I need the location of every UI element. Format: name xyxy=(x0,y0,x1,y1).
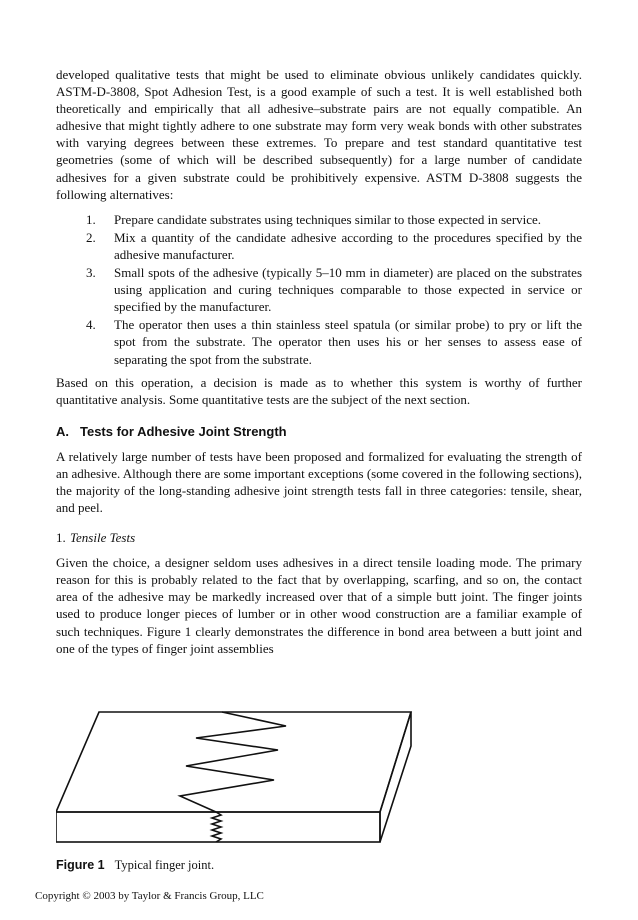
list-item-text: Mix a quantity of the candidate adhesive according to the procedures specified by the adhesive manufacturer. xyxy=(114,229,582,262)
list-item xyxy=(56,211,582,228)
list-item-number: 3. xyxy=(86,265,96,281)
list-item xyxy=(56,229,582,263)
list-item xyxy=(56,264,582,315)
list-item xyxy=(56,316,582,367)
section-title: Tests for Adhesive Joint Strength xyxy=(80,423,287,439)
board-side-face xyxy=(380,712,411,842)
page-body xyxy=(56,66,582,657)
alternatives-list xyxy=(56,211,582,368)
intro-paragraph: developed qualitative tests that might be used to eliminate obvious unlikely candidates quickly. ASTM-D-3808, Spot Adhesion Test, is a good example of such a test. It is well established both theoretically and empirically that all adhesive–substrate pairs are not equally compatible. An adhesive that might tightly adhere to one substrate may form very weak bonds with other substrates with varying degrees between these extremes. To prepare and test standard quantitative test geometries (some of which will be described subsequently) for a large number of candidate adhesives for a given substrate could be prohibitively expensive. ASTM D-3808 suggests the following alternatives: xyxy=(56,67,582,202)
section-heading xyxy=(56,423,582,440)
subsection-number: 1. xyxy=(56,530,66,546)
list-item-number: 4. xyxy=(86,317,96,333)
finger-joint-illustration xyxy=(56,700,582,850)
list-item-text: Small spots of the adhesive (typically 5–10 mm in diameter) are placed on the substrates using application and curing techniques comparable to those expected in service or specified by the manufacturer. xyxy=(114,265,582,315)
list-item-text: The operator then uses a thin stainless steel spatula (or similar probe) to pry or lift the spot from the substrate. The operator then uses his or her senses to assess ease of separating the spot from the substrate. xyxy=(114,317,582,367)
finger-joint-end-profile xyxy=(212,812,221,842)
list-item-text: Prepare candidate substrates using techniques similar to those expected in service. xyxy=(114,211,542,227)
copyright-notice: Copyright © 2003 by Taylor & Francis Group, LLC xyxy=(35,890,264,902)
subsection-paragraph: Given the choice, a designer seldom uses adhesives in a direct tensile loading mode. The primary reason for this is probably related to the fact that by overlapping, scarfing, and so on, the contact area of the adhesive may be markedly increased over that of a simple butt joint. The finger joints used to produce longer pieces of lumber or in other wood construction are a familiar example of such techniques. Figure 1 clearly demonstrates the difference in bond area between a butt joint and one of the types of finger joint assemblies xyxy=(56,555,582,656)
finger-joint-figure xyxy=(56,700,582,850)
list-item-number: 1. xyxy=(86,211,96,227)
section-paragraph: A relatively large number of tests have been proposed and formalized for evaluating the strength of an adhesive. Although there are some important exceptions (some covered in the following sections), the majority of the long-standing adhesive joint strength tests fall in three categories: tensile, shear, and peel. xyxy=(56,448,582,516)
list-item-number: 2. xyxy=(86,229,96,245)
conclusion-paragraph: Based on this operation, a decision is made as to whether this system is worthy of further quantitative analysis. Some quantitative tests are the subject of the next section. xyxy=(56,374,582,407)
figure-label: Figure 1 xyxy=(56,858,105,872)
figure-caption xyxy=(56,858,214,873)
subsection-heading xyxy=(56,529,582,546)
board-top-face xyxy=(56,712,411,812)
figure-caption-text: Typical finger joint. xyxy=(114,858,215,872)
finger-joint-line xyxy=(180,712,286,812)
subsection-title: Tensile Tests xyxy=(70,530,136,546)
section-letter: A. xyxy=(56,423,69,439)
